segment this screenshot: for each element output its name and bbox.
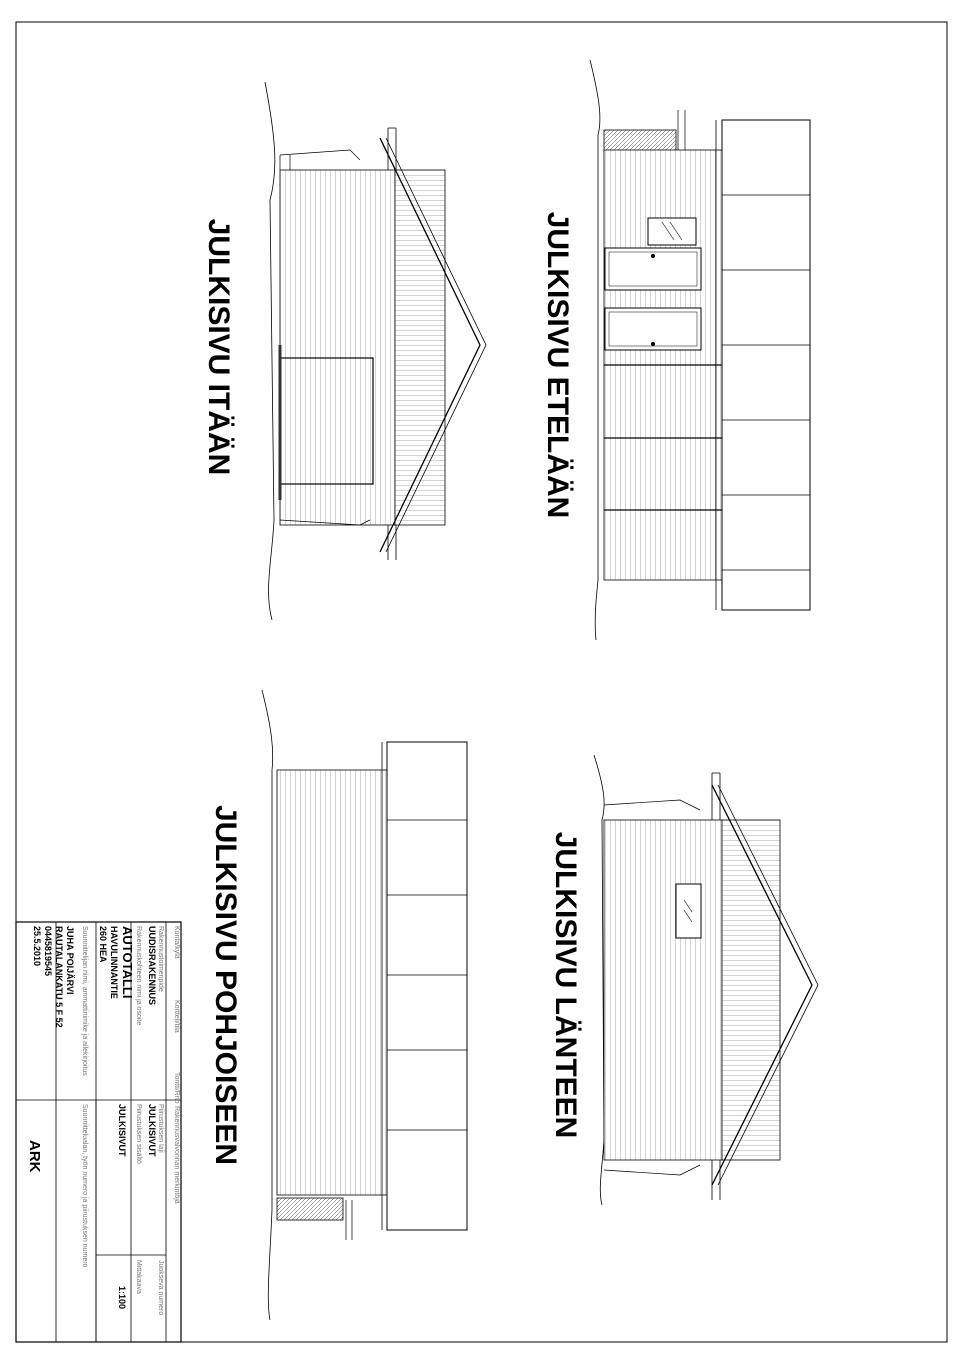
scale-value: 1:100	[117, 1286, 127, 1310]
west-elevation	[594, 755, 818, 1205]
building-name: AUTOTALLI	[120, 926, 135, 999]
sheet-number-label: Juokseva numero	[157, 1260, 164, 1316]
south-elevation	[590, 60, 810, 640]
plot-label: Tontti/Rno	[173, 1072, 180, 1104]
drawing-type-value: JULKISIVUT	[147, 1104, 157, 1157]
west-elevation-title: JULKISIVU LÄNTEEN	[549, 831, 582, 1139]
discipline-code: ARK	[26, 1140, 43, 1173]
drawing-content-value: JULKISIVUT	[117, 1104, 127, 1157]
address-line-2: 260 HEA	[98, 926, 108, 963]
east-elevation-title: JULKISIVU ITÄÄN	[202, 218, 235, 476]
drawing-date: 25.5.2010	[32, 926, 42, 967]
building-type-value: UUDISRAKENNUS	[147, 926, 157, 1006]
signature-label: Suunnittelualan, työn numero ja piirustuksen numero	[81, 1104, 88, 1268]
block-label: Kortteli/tila	[173, 1000, 180, 1033]
municipality-label: Kunta/kylä	[173, 926, 180, 959]
south-elevation-title: JULKISIVU ETELÄÄN	[541, 211, 574, 519]
address-line-1: HAVULINNANTIE	[109, 926, 119, 999]
designer-address: RAUTALANKATU 5 F 52	[54, 926, 64, 1028]
building-type-label: Rakennustoimenpide	[157, 926, 164, 992]
designer-phone: 0445819545	[43, 926, 53, 977]
drawing-content-label: Piirustuksen sisältö	[135, 1104, 142, 1164]
drawing-type-label: Piirustuksen laji	[157, 1104, 164, 1153]
east-elevation	[265, 82, 486, 620]
designer-name: JUHA POIJÄRVI	[65, 926, 75, 995]
building-label: Rakennuskohteen nimi ja osoite	[135, 926, 142, 1026]
scale-label: Mittakaava	[135, 1260, 142, 1294]
designer-label: Suunnittelijan nimi, ammattinimike ja allekirjoitus	[81, 926, 88, 1076]
north-elevation-title: JULKISIVU POHJOISEEN	[209, 804, 242, 1166]
north-elevation	[262, 690, 467, 1320]
building-control-label: Rakennusvalvonnan merkintöjä	[173, 1106, 180, 1204]
